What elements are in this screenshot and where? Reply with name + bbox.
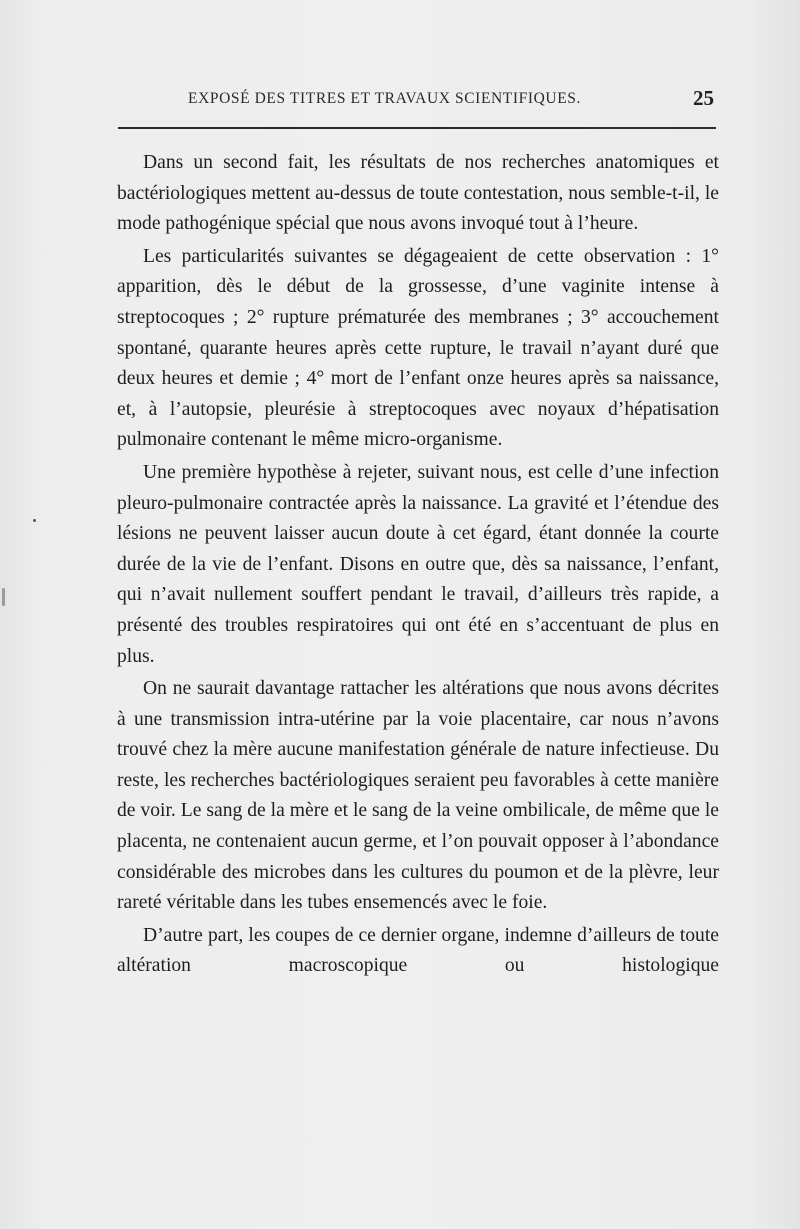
header-rule: [118, 127, 716, 129]
paragraph-3: Une première hypothèse à rejeter, suivant nous, est celle d’une infection pleuro-pulmonaire contractée après la naissance. La gravité et l’étendue des lésions ne peuvent laisser aucun doute à cet égard, étant donnée la courte durée de la vie de l’enfant. Disons en outre que, dès sa naissance, l’enfant, qui n’avait nullement souffert pendant le travail, d’ailleurs très rapide, a présenté des troubles respiratoires qui ont été en s’accentuant de plus en plus.: [117, 461, 719, 667]
margin-dot: [33, 519, 36, 522]
page-number: 25: [693, 86, 714, 110]
paragraph-2: Les particularités suivantes se dégageaient de cette observation : 1° apparition, dès le début de la grossesse, d’une vaginite intense à streptocoques ; 2° rupture prématurée des membranes ; 3° accouchement spontané, quarante heures après cette rupture, le travail n’ayant duré que deux heures et demie ; 4° mort de l’enfant onze heures après sa naissance, et, à l’autopsie, pleurésie à streptocoques avec noyaux d’hépatisation pulmonaire contenant le même micro-organisme.: [117, 245, 719, 451]
margin-smudge: [2, 588, 5, 606]
body-text: [117, 148, 719, 984]
running-head: [118, 88, 718, 112]
paragraph-1: Dans un second fait, les résultats de nos recherches anatomiques et bactériologiques mettent au-dessus de toute contestation, nous semble-t-il, le mode pathogénique spécial que nous avons invoqué tout à l’heure.: [117, 152, 719, 235]
paragraph-4: On ne saurait davantage rattacher les altérations que nous avons décrites à une transmission intra-utérine par la voie placentaire, car nous n’avons trouvé chez la mère aucune manifestation générale de nature infectieuse. Du reste, les recherches bactériologiques seraient peu favorables à cette manière de voir. Le sang de la mère et le sang de la veine ombilicale, de même que le placenta, ne contenaient aucun germe, et l’on pouvait opposer à l’abondance considérable des microbes dans les cultures du poumon et de la plèvre, leur rareté véritable dans les tubes ensemencés avec le foie.: [117, 678, 719, 914]
running-title: EXPOSÉ DES TITRES ET TRAVAUX SCIENTIFIQUES.: [188, 90, 581, 107]
paragraph-5: D’autre part, les coupes de ce dernier organe, indemne d’ailleurs de toute altération macroscopique ou histologique: [117, 924, 719, 977]
